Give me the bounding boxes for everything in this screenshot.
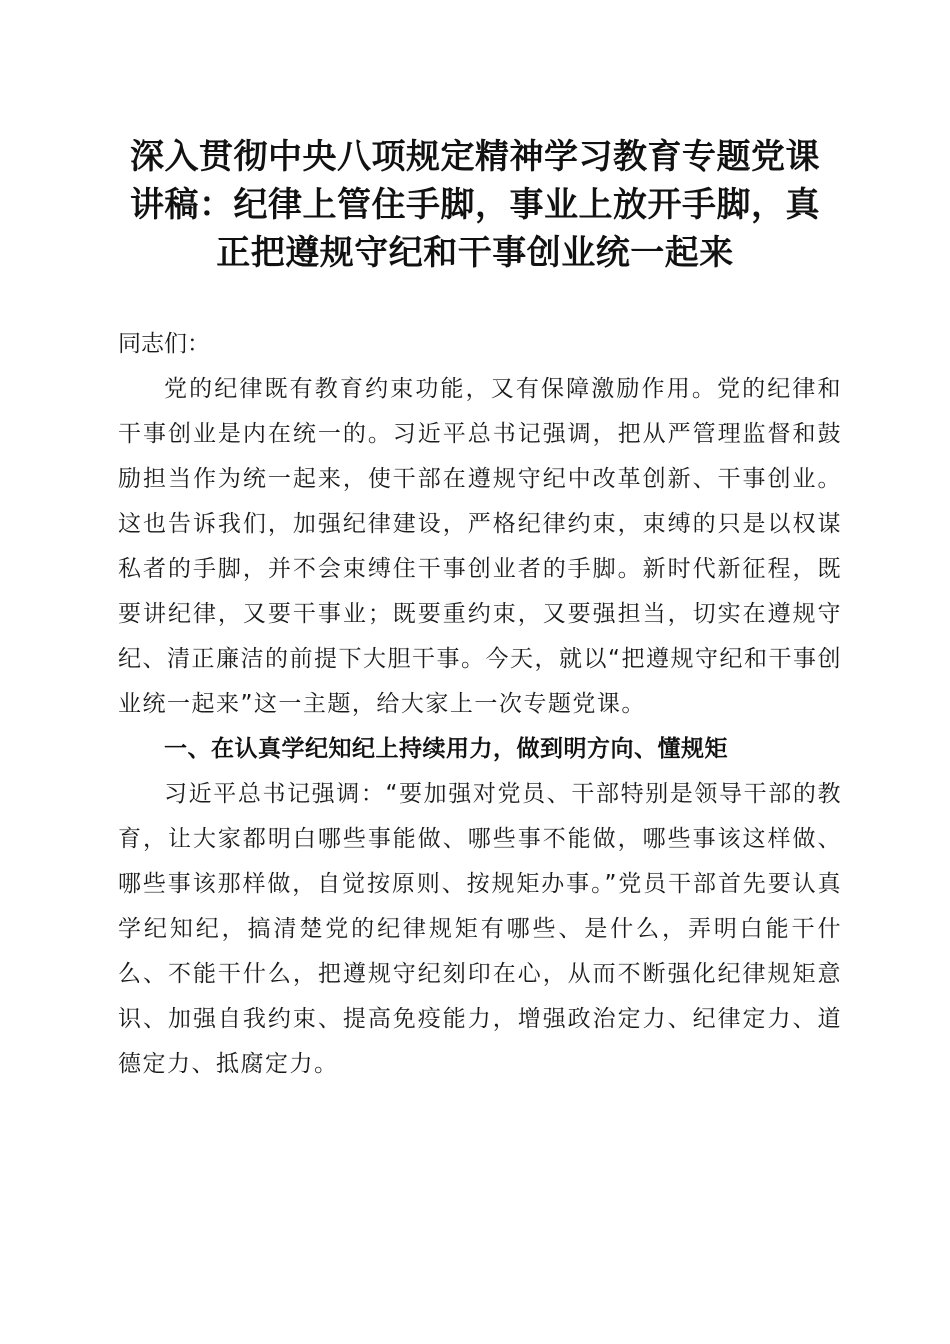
section-1-paragraph: 习近平总书记强调：“要加强对党员、干部特别是领导干部的教育，让大家都明白哪些事能做、哪些事不能做，哪些事该这样做、哪些事该那样做，自觉按原则、按规矩办事。”党员干部首先要认真学纪知纪，搞清楚党的纪律规矩有哪些、是什么，弄明白能干什么、不能干什么，把遵规守纪刻印在心，从而不断强化纪律规矩意识、加强自我约束、提高免疫能力，增强政治定力、纪律定力、道德定力、抵腐定力。 [118, 781, 842, 1077]
title-line-2: 讲稿：纪律上管住手脚，事业上放开手脚，真 [130, 185, 820, 225]
title-line-1: 深入贯彻中央八项规定精神学习教育专题党课 [130, 137, 820, 177]
intro-paragraph: 党的纪律既有教育约束功能，又有保障激励作用。党的纪律和干事创业是内在统一的。习近平总书记强调，把从严管理监督和鼓励担当作为统一起来，使干部在遵规守纪中改革创新、干事创业。这也告诉我们，加强纪律建设，严格纪律约束，束缚的只是以权谋私者的手脚，并不会束缚住干事创业者的手脚。新时代新征程，既要讲纪律，又要干事业；既要重约束，又要强担当，切实在遵规守纪、清正廉洁的前提下大胆干事。今天，就以“把遵规守纪和干事创业统一起来”这一主题，给大家上一次专题党课。 [118, 376, 842, 717]
title-line-3: 正把遵规守纪和干事创业统一起来 [216, 233, 734, 273]
document-body [118, 322, 842, 1087]
section-heading-1: 一、在认真学纪知纪上持续用力，做到明方向、懂规矩 [164, 736, 728, 762]
document-title [110, 133, 840, 277]
salutation: 同志们： [118, 331, 210, 357]
